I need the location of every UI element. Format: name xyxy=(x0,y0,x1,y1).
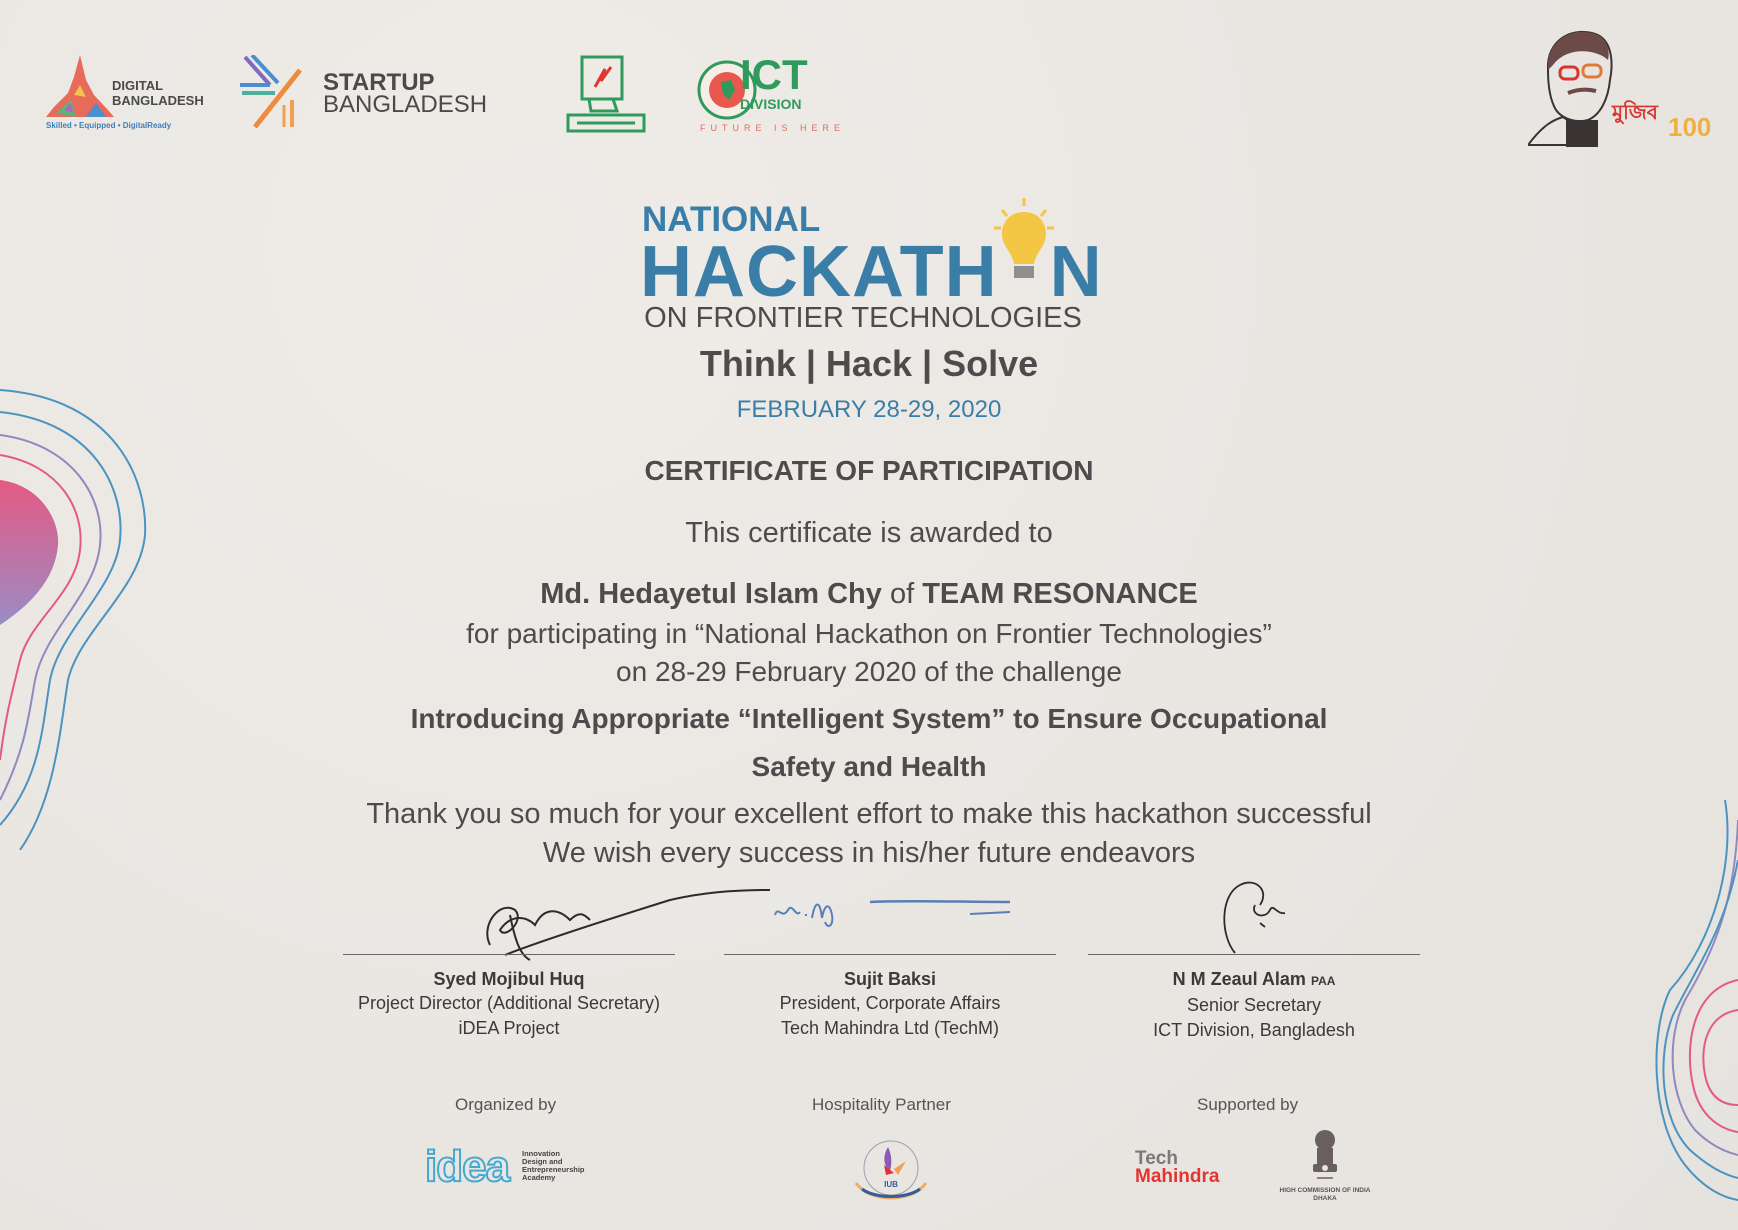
ict-division-subtitle: DIVISION xyxy=(740,96,802,112)
signatory-name: Sujit Baksi xyxy=(843,969,937,989)
signature-line xyxy=(1088,954,1420,955)
idea-logo-subtitle: Innovation Design and Entrepreneurship Academy xyxy=(522,1149,585,1182)
tech-mahindra-logo-line2: Mahindra xyxy=(1135,1166,1220,1187)
signature-line xyxy=(724,954,1056,955)
signatory-3 xyxy=(1088,954,1420,1043)
digital-bangladesh-logo-icon xyxy=(46,55,114,120)
tech-mahindra-logo-line1: Tech xyxy=(1135,1148,1178,1169)
signatory-org: ICT Division, Bangladesh xyxy=(1153,1020,1355,1040)
signatory-org: iDEA Project xyxy=(458,1018,560,1038)
of-text: of xyxy=(889,578,915,610)
organized-by-label: Organized by xyxy=(455,1095,557,1114)
recipient-line xyxy=(0,578,1738,611)
idea-logo-icon: idea xyxy=(425,1142,510,1191)
startup-bangladesh-name: STARTUP BANGLADESH xyxy=(323,69,488,118)
event-subtitle: ON FRONTIER TECHNOLOGIES xyxy=(644,302,1082,334)
certificate-title: CERTIFICATE OF PARTICIPATION xyxy=(644,455,1094,486)
india-emblem-icon xyxy=(1305,1128,1345,1183)
signature-2-icon xyxy=(770,890,1020,930)
event-tagline: Think | Hack | Solve xyxy=(699,343,1039,384)
signatory-role: Project Director (Additional Secretary) xyxy=(357,993,661,1013)
recipient-name: Md. Hedayetul Islam Chy xyxy=(540,578,882,610)
ict-division-logo-text: ICT xyxy=(740,51,808,98)
mujib-100-bangla-text: মুজিব xyxy=(1612,100,1658,124)
digital-bangladesh-name: DIGITAL BANGLADESH xyxy=(112,78,204,108)
startup-bangladesh-logo-icon xyxy=(240,55,310,130)
signatory-2 xyxy=(724,954,1056,1041)
computer-council-logo-icon xyxy=(565,55,647,135)
signatory-name: N M Zeaul Alam PAA xyxy=(1172,969,1336,989)
participation-date-text: on 28-29 February 2020 of the challenge xyxy=(616,656,1122,687)
digital-bangladesh-tagline: Skilled • Equipped • DigitalReady xyxy=(46,121,172,130)
challenge-title-line1: Introducing Appropriate “Intelligent System” to Ensure Occupational xyxy=(410,703,1328,734)
event-dates: FEBRUARY 28-29, 2020 xyxy=(736,396,1002,423)
mujib-100-number: 100 xyxy=(1668,112,1712,142)
participation-text: for participating in “National Hackathon on Frontier Technologies” xyxy=(466,618,1272,649)
hospitality-partner-label: Hospitality Partner xyxy=(812,1095,951,1114)
signatory-1 xyxy=(343,954,675,1041)
high-commission-india-text: HIGH COMMISSION OF INDIA DHAKA xyxy=(1279,1187,1371,1202)
signature-3-icon xyxy=(1215,875,1305,955)
mujib-portrait-icon xyxy=(1528,25,1623,147)
lightbulb-icon xyxy=(998,238,1050,298)
supported-by-label: Supported by xyxy=(1197,1095,1299,1114)
awarded-text: This certificate is awarded to xyxy=(685,517,1053,549)
iub-logo-icon xyxy=(850,1135,932,1205)
signature-line xyxy=(343,954,675,955)
event-title-national: NATIONAL xyxy=(642,200,821,239)
event-title-hackathon: HACKATH N xyxy=(640,236,1103,308)
thanks-text: Thank you so much for your excellent effort to make this hackathon successful xyxy=(366,798,1372,830)
svg-text:IUB: IUB xyxy=(884,1180,898,1189)
signatory-name: Syed Mojibul Huq xyxy=(433,969,585,989)
team-name: TEAM RESONANCE xyxy=(922,578,1198,610)
signatory-role: President, Corporate Affairs xyxy=(779,993,1001,1013)
ict-division-tagline: FUTURE IS HERE xyxy=(700,123,846,133)
signatory-org: Tech Mahindra Ltd (TechM) xyxy=(780,1018,1000,1038)
challenge-title-line2: Safety and Health xyxy=(751,751,987,782)
signature-1-icon xyxy=(470,885,790,965)
signatory-role: Senior Secretary xyxy=(1186,995,1322,1015)
wish-text: We wish every success in his/her future endeavors xyxy=(542,837,1196,869)
